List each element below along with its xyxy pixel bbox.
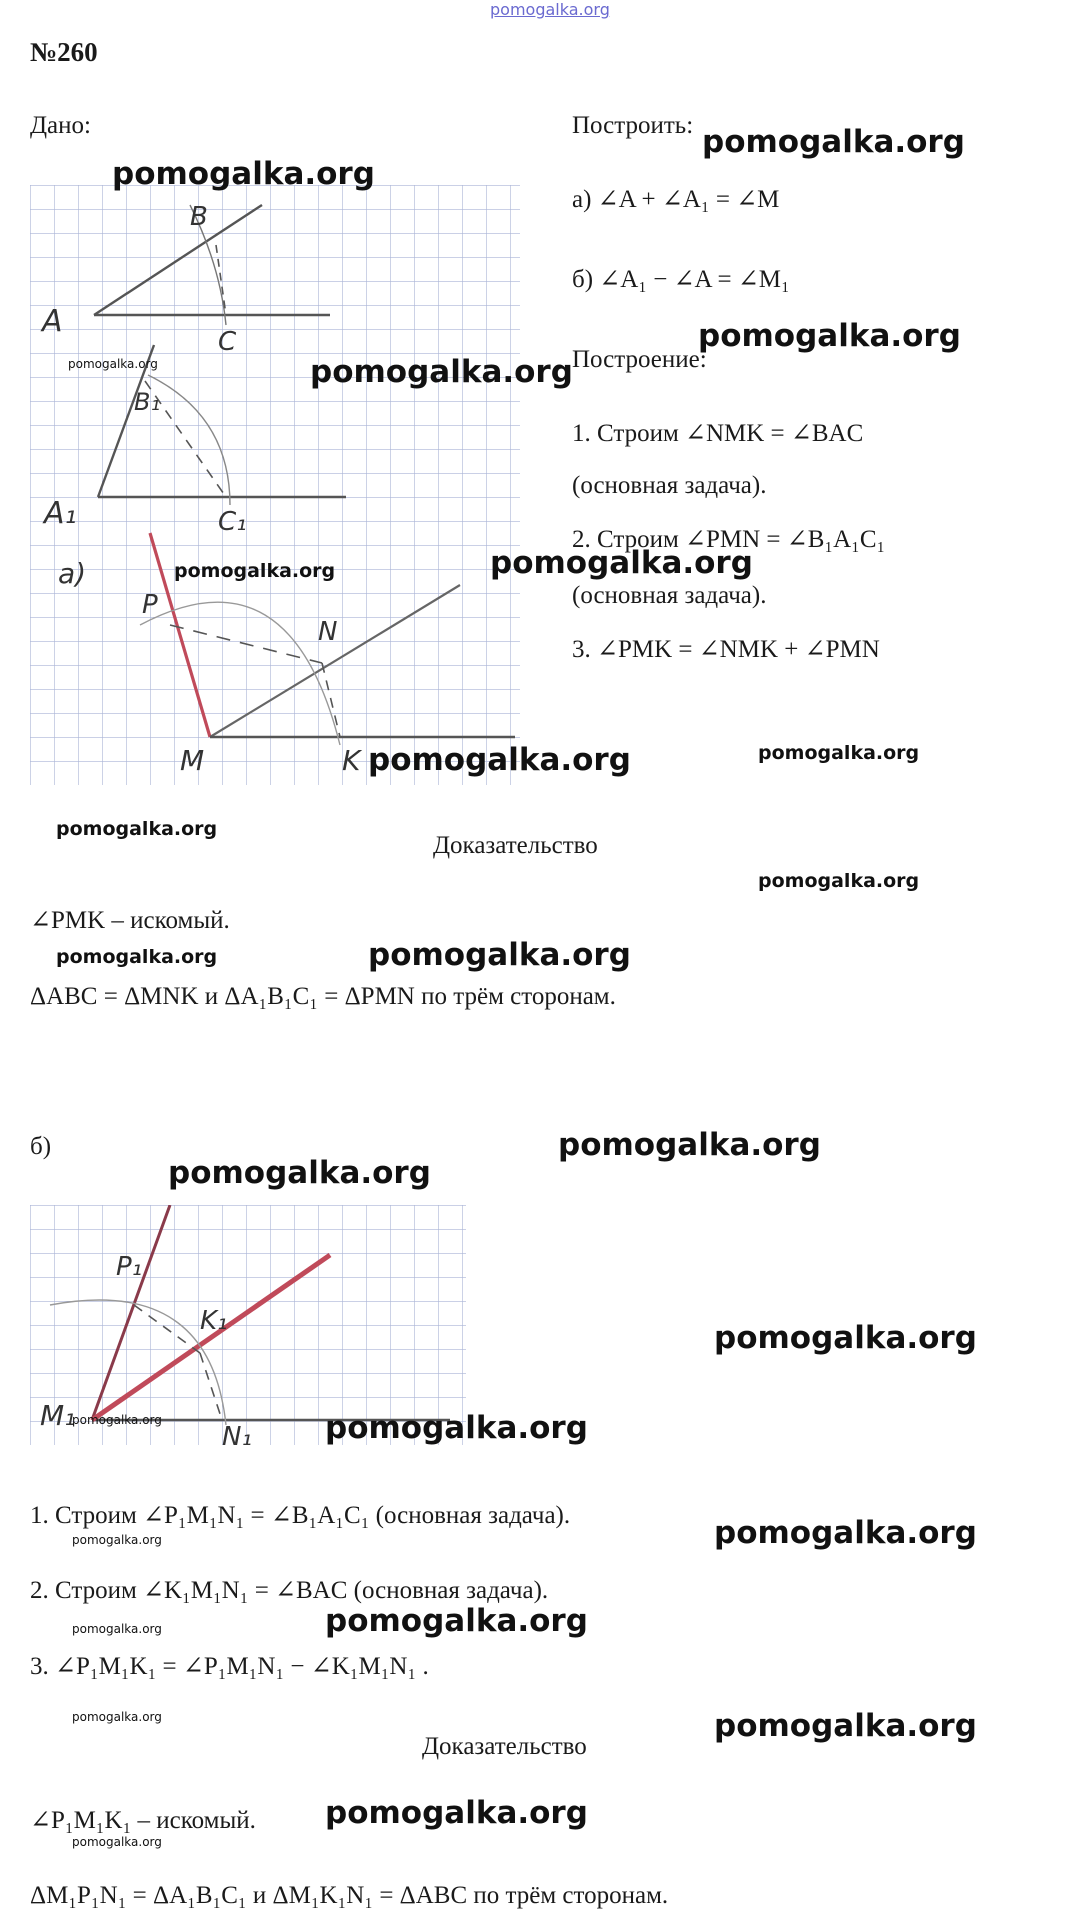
watermark-6[interactable]: pomogalka.org (368, 742, 631, 778)
watermark-9[interactable]: pomogalka.org (168, 1155, 431, 1191)
watermark-25[interactable]: pomogalka.org (72, 1710, 162, 1724)
step-a1-line1: 1. Строим ∠NMK = ∠BAC (572, 420, 864, 447)
label-B: B (190, 202, 208, 232)
label-M: M (180, 744, 205, 777)
watermark-3[interactable]: pomogalka.org (698, 318, 961, 354)
proof-label-a: Доказательство (433, 832, 598, 859)
figure-1-sketch (30, 185, 520, 790)
label-M1: M₁ (40, 1399, 76, 1432)
watermark-2[interactable]: pomogalka.org (112, 156, 375, 192)
label-C: C (218, 327, 237, 357)
step-a1-line2: (основная задача). (572, 472, 767, 499)
watermark-21[interactable]: pomogalka.org (68, 357, 158, 371)
proof-a-line1: ∠PMK – искомый. (30, 907, 230, 934)
watermark-13[interactable]: pomogalka.org (325, 1603, 588, 1639)
watermark-7[interactable]: pomogalka.org (368, 937, 631, 973)
label-C1: C₁ (218, 507, 247, 537)
watermark-26[interactable]: pomogalka.org (72, 1835, 162, 1849)
label-A: A (42, 304, 63, 339)
watermark-8[interactable]: pomogalka.org (558, 1127, 821, 1163)
problem-number: №260 (30, 37, 98, 67)
part-b-label: б) (30, 1133, 52, 1160)
goal-a: а) ∠A + ∠A₁ = ∠M (572, 186, 780, 213)
watermark-18[interactable]: pomogalka.org (56, 818, 218, 840)
build-label: Построить: (572, 112, 694, 139)
watermark-5[interactable]: pomogalka.org (490, 545, 753, 581)
watermark-1[interactable]: pomogalka.org (702, 124, 965, 160)
watermark-19[interactable]: pomogalka.org (758, 870, 920, 892)
watermark-22[interactable]: pomogalka.org (72, 1413, 162, 1427)
top-watermark[interactable]: pomogalka.org (490, 0, 610, 19)
label-N: N (318, 617, 338, 647)
label-B1: B₁ (134, 388, 161, 416)
watermark-16[interactable]: pomogalka.org (174, 560, 336, 582)
label-N1: N₁ (222, 1422, 252, 1450)
watermark-4[interactable]: pomogalka.org (310, 354, 573, 390)
step-b1: 1. Строим ∠P₁M₁N₁ = ∠B₁A₁C₁ (основная задача). (30, 1502, 571, 1529)
construction-label: Построение: (572, 346, 707, 373)
proof-a-line2: ΔABC = ΔMNK и ΔA₁B₁C₁ = ΔPMN по трём сторонам. (30, 983, 616, 1010)
step-b3: 3. ∠P₁M₁K₁ = ∠P₁M₁N₁ − ∠K₁M₁N₁ . (30, 1653, 429, 1680)
given-label: Дано: (30, 112, 91, 139)
label-A1: A₁ (44, 496, 77, 531)
watermark-14[interactable]: pomogalka.org (714, 1708, 977, 1744)
watermark-12[interactable]: pomogalka.org (714, 1515, 977, 1551)
goal-b: б) ∠A₁ − ∠A = ∠M₁ (572, 266, 790, 293)
watermark-24[interactable]: pomogalka.org (72, 1622, 162, 1636)
watermark-17[interactable]: pomogalka.org (758, 742, 920, 764)
label-P1: P₁ (116, 1252, 143, 1282)
label-P: P (142, 590, 158, 620)
watermark-23[interactable]: pomogalka.org (72, 1533, 162, 1547)
proof-label-b: Доказательство (422, 1733, 587, 1760)
watermark-10[interactable]: pomogalka.org (714, 1320, 977, 1356)
watermark-20[interactable]: pomogalka.org (56, 946, 218, 968)
step-a3: 3. ∠PMK = ∠NMK + ∠PMN (572, 636, 880, 663)
label-K: K (342, 744, 361, 777)
step-a2-line2: (основная задача). (572, 582, 767, 609)
proof-b-line1: ∠P₁M₁K₁ – искомый. (30, 1807, 256, 1834)
proof-b-line2: ΔM₁P₁N₁ = ΔA₁B₁C₁ и ΔM₁K₁N₁ = ΔABC по трём сторонам. (30, 1882, 669, 1909)
label-part-a: а) (58, 557, 87, 590)
step-b2: 2. Строим ∠K₁M₁N₁ = ∠BAC (основная задача). (30, 1577, 549, 1604)
step-a2-line1: 2. Строим ∠PMN = ∠B₁A₁C₁ (572, 526, 886, 553)
watermark-15[interactable]: pomogalka.org (325, 1795, 588, 1831)
label-K1: K₁ (200, 1306, 228, 1336)
watermark-11[interactable]: pomogalka.org (325, 1410, 588, 1446)
